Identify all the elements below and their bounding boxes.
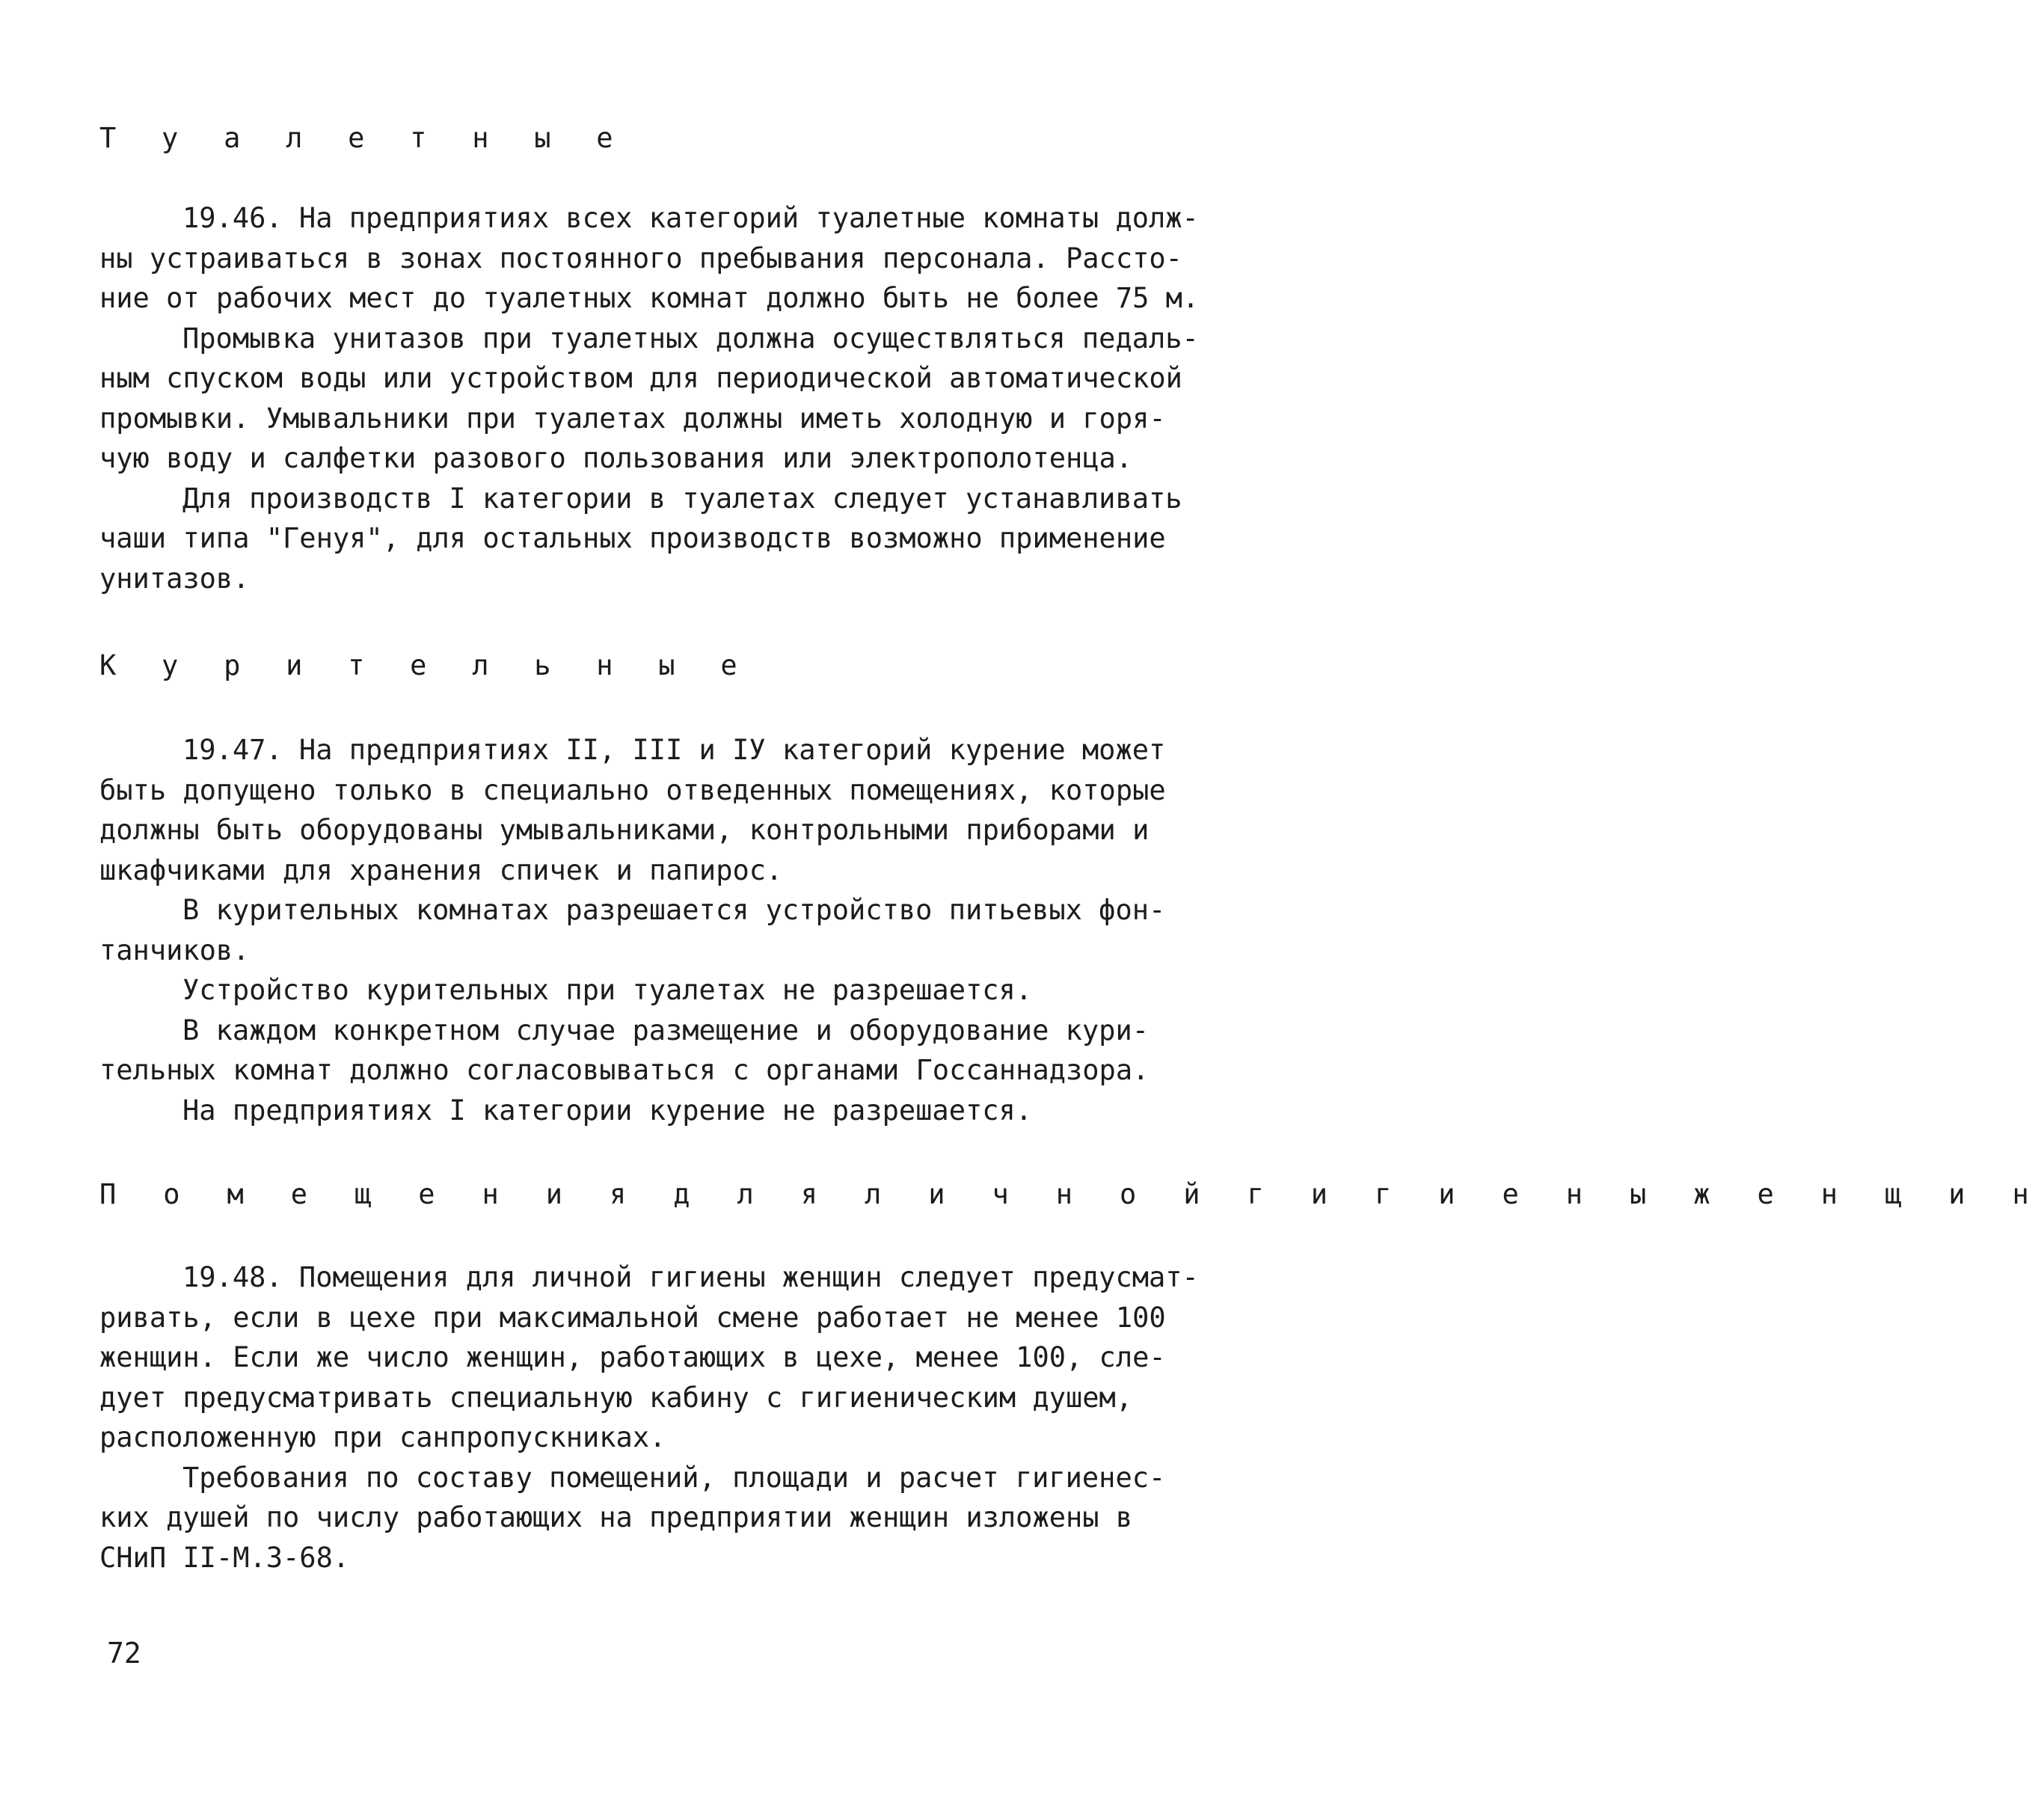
paragraph-line: 19.48. Помещения для личной гигиены женщин следует предусмат- — [182, 1261, 1199, 1293]
paragraph-line: шкафчиками для хранения спичек и папирос. — [99, 854, 783, 886]
paragraph-line: СНиП II-М.3-68. — [99, 1541, 350, 1574]
paragraph-line: танчиков. — [99, 934, 250, 966]
section-heading: П о м е щ е н и я д л я л и ч н о й г и г и е н ы ж е н щ и н — [99, 1178, 2044, 1210]
paragraph-line: ным спуском воды или устройством для периодической автоматической — [99, 362, 1182, 394]
paragraph-line: быть допущено только в специально отведенных помещениях, которые — [99, 773, 1166, 806]
section-toilets-body — [99, 198, 1200, 598]
section-toilets — [99, 120, 1176, 157]
paragraph-line: В курительных комнатах разрешается устройство питьевых фон- — [182, 894, 1166, 926]
section-smoking — [99, 647, 1176, 684]
paragraph-line: ны устраиваться в зонах постоянного пребывания персонала. Рассто- — [99, 242, 1182, 275]
paragraph-line: женщин. Если же число женщин, работающих в цехе, менее 100, сле- — [99, 1341, 1166, 1373]
paragraph-line: В каждом конкретном случае размещение и оборудование кури- — [182, 1014, 1150, 1047]
section-heading: Т у а л е т н ы е — [99, 122, 627, 154]
paragraph-line: унитазов. — [99, 562, 250, 595]
paragraph-line: расположенную при санпропускниках. — [99, 1421, 666, 1453]
paragraph-line: чую воду и салфетки разового пользования или электрополотенца. — [99, 442, 1133, 474]
paragraph-line: должны быть оборудованы умывальниками, контрольными приборами и — [99, 814, 1150, 846]
paragraph-line: ких душей по числу работающих на предприятии женщин изложены в — [99, 1501, 1133, 1533]
page-number: 72 — [107, 1637, 141, 1670]
paragraph-line: 19.47. На предприятиях II, III и IУ категорий курение может — [182, 734, 1166, 766]
paragraph-line: 19.46. На предприятиях всех категорий туалетные комнаты долж- — [182, 202, 1199, 234]
paragraph-line: промывки. Умывальники при туалетах должны иметь холодную и горя- — [99, 402, 1166, 435]
section-smoking-body — [99, 730, 1176, 1130]
section-hygiene-body — [99, 1257, 1199, 1578]
paragraph-line: чаши типа "Генуя", для остальных производств возможно применение — [99, 522, 1166, 554]
paragraph-line: ние от рабочих мест до туалетных комнат должно быть не более 75 м. — [99, 282, 1200, 314]
paragraph-line: Требования по составу помещений, площади и расчет гигиенес- — [182, 1461, 1166, 1494]
paragraph-line: Промывка унитазов при туалетных должна осуществляться педаль- — [182, 322, 1199, 355]
paragraph-line: На предприятиях I категории курение не разрешается. — [182, 1094, 1033, 1127]
section-hygiene — [99, 1176, 2044, 1213]
paragraph-line: Для производств I категории в туалетах следует устанавливать — [182, 482, 1182, 515]
paragraph-line: Устройство курительных при туалетах не разрешается. — [182, 974, 1033, 1006]
paragraph-line: ривать, если в цехе при максимальной смене работает не менее 100 — [99, 1301, 1166, 1334]
section-heading: К у р и т е л ь н ы е — [99, 649, 752, 681]
paragraph-line: тельных комнат должно согласовываться с органами Госсаннадзора. — [99, 1054, 1150, 1086]
paragraph-line: дует предусматривать специальную кабину с гигиеническим душем, — [99, 1381, 1133, 1414]
